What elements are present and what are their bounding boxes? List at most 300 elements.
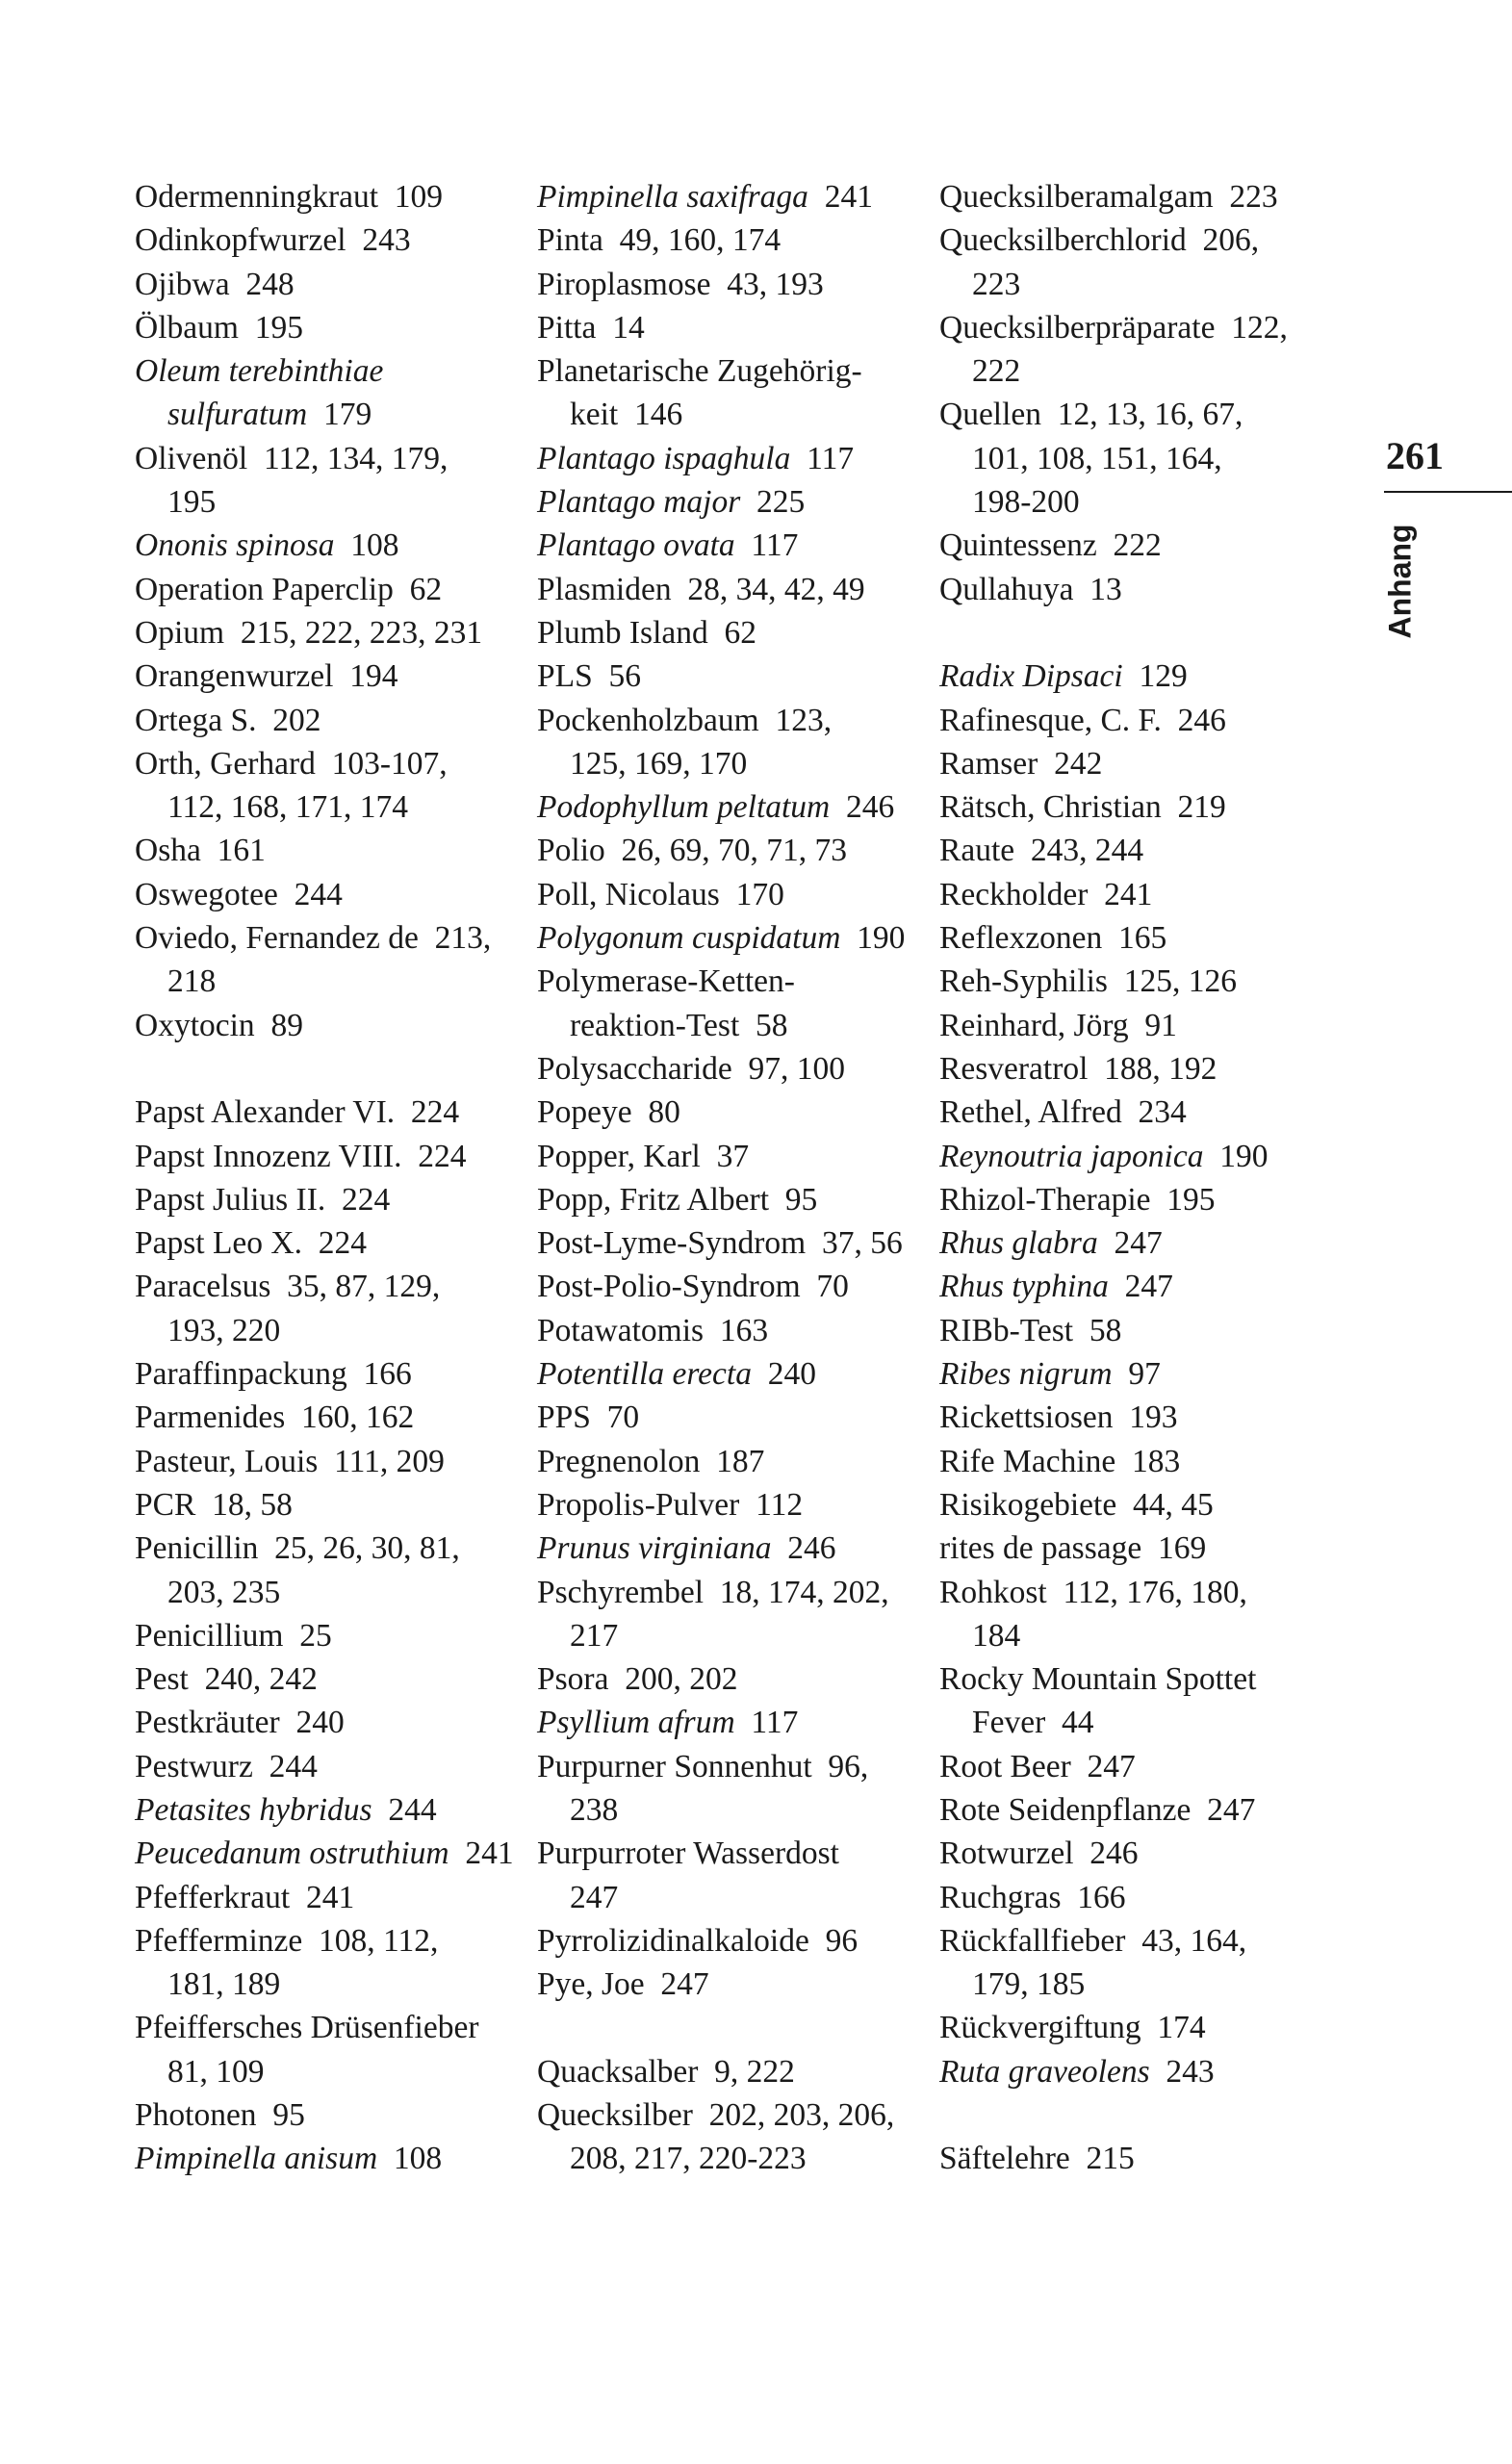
index-term: Operation Paperclip: [135, 571, 394, 607]
index-term: Papst Julius II.: [135, 1181, 326, 1218]
page-refs: 190: [1219, 1138, 1269, 1174]
page-refs: 103-107,: [331, 745, 448, 782]
index-entry: [537, 306, 922, 349]
page-refs: 195: [254, 309, 303, 346]
index-term: Polysaccharide: [537, 1050, 732, 1087]
index-term: Rohkost: [939, 1574, 1047, 1610]
index-term: Pfefferminze: [135, 1922, 303, 1959]
index-entry: [939, 2006, 1324, 2049]
index-term: Psyllium afrum: [537, 1705, 735, 1741]
page-refs: 56: [608, 658, 641, 695]
index-term: Pitta: [537, 309, 597, 346]
page-refs: 70: [816, 1269, 849, 1305]
page-refs: 112, 176, 180,: [1063, 1574, 1247, 1610]
page-refs: 122,: [1231, 309, 1288, 346]
index-entry: [939, 306, 1324, 394]
index-entry: [135, 611, 520, 654]
index-term: Pimpinella saxifraga: [537, 179, 808, 215]
index-term: Qullahuya: [939, 571, 1074, 607]
page-refs-continued: 217: [570, 1617, 619, 1654]
index-entry: [135, 829, 520, 872]
page-refs: 174: [1157, 2010, 1206, 2046]
section-label: Anhang: [1382, 524, 1418, 639]
page-refs: 242: [1054, 745, 1103, 782]
page-refs: 146: [633, 397, 683, 433]
index-entry: [537, 1657, 922, 1701]
page-refs: 97, 100: [748, 1050, 846, 1087]
page-refs: 225: [756, 484, 806, 521]
index-entry: [939, 1352, 1324, 1396]
page-refs: 243: [1166, 2053, 1215, 2090]
index-term: Pfefferkraut: [135, 1879, 291, 1915]
index-entry: [939, 1919, 1324, 2007]
index-term-continued: sulfuratum: [167, 397, 308, 433]
index-entry: [135, 742, 520, 830]
page-refs-continued: 81, 109: [167, 2053, 265, 2090]
page-refs: 9, 222: [714, 2053, 795, 2090]
index-entry: [537, 1701, 922, 1744]
index-term: Reynoutria japonica: [939, 1138, 1204, 1174]
page-refs: 80: [648, 1094, 680, 1131]
page-refs: 240: [295, 1705, 345, 1741]
index-term: Pfeiffersches Drüsenfieber: [135, 2010, 479, 2046]
index-entry: [135, 1657, 520, 1701]
index-entry: [135, 1396, 520, 1439]
index-term: Post-Lyme-Syndrom: [537, 1225, 807, 1262]
index-entry: [939, 1004, 1324, 1047]
index-term: Plantago major: [537, 484, 741, 521]
index-term: Prunus virginiana: [537, 1530, 772, 1567]
index-entry: [135, 1483, 520, 1527]
index-entry: [939, 1047, 1324, 1091]
index-term: Pyrrolizidinalkaloide: [537, 1922, 809, 1959]
index-term: Odermenningkraut: [135, 179, 379, 215]
page-refs: 28, 34, 42, 49: [687, 571, 865, 607]
index-term: Rocky Mountain Spottet: [939, 1661, 1257, 1698]
index-term: Oviedo, Fernandez de: [135, 920, 419, 957]
index-entry: [537, 1832, 922, 1919]
index-term: Quintessenz: [939, 527, 1097, 564]
index-entry: [939, 654, 1324, 698]
index-term: Ojibwa: [135, 266, 230, 302]
page-refs: 206,: [1202, 222, 1260, 259]
page-refs-continued: 238: [570, 1791, 619, 1828]
index-entry: [135, 218, 520, 262]
index-entry: [939, 1745, 1324, 1788]
page-refs-continued: 247: [570, 1879, 619, 1915]
index-term: Plasmiden: [537, 571, 672, 607]
page-refs: 224: [341, 1181, 391, 1218]
index-term: Säftelehre: [939, 2141, 1070, 2177]
index-term: Podophyllum peltatum: [537, 789, 831, 826]
index-term: Rhus typhina: [939, 1269, 1109, 1305]
page-refs: 246: [1177, 702, 1226, 738]
index-term: Oswegotee: [135, 876, 278, 912]
page-refs: 58: [1089, 1312, 1122, 1348]
page-refs: 112, 134, 179,: [263, 440, 448, 476]
index-term: Pestkräuter: [135, 1705, 280, 1741]
index-term: Pimpinella anisum: [135, 2141, 378, 2177]
index-entry: [939, 1265, 1324, 1308]
page-refs: 188, 192: [1104, 1050, 1217, 1087]
index-entry: [939, 873, 1324, 916]
index-entry: [135, 1876, 520, 1919]
index-term: Rätsch, Christian: [939, 789, 1162, 826]
index-entry: [537, 1571, 922, 1658]
page-refs: 246: [846, 789, 895, 826]
index-term: Photonen: [135, 2097, 257, 2134]
index-term: Oleum terebinthiae: [135, 353, 384, 390]
page-refs: 244: [269, 1748, 318, 1784]
page-refs: 35, 87, 129,: [287, 1269, 441, 1305]
index-entry: [537, 175, 922, 218]
index-term: Odinkopfwurzel: [135, 222, 346, 259]
page-refs: 161: [217, 833, 266, 869]
index-term: Rethel, Alfred: [939, 1094, 1122, 1131]
index-entry: [939, 1832, 1324, 1875]
page-refs: 247: [1124, 1269, 1173, 1305]
index-entry: [135, 916, 520, 1004]
index-term: Reinhard, Jörg: [939, 1007, 1129, 1043]
page-refs: 234: [1138, 1094, 1187, 1131]
page-refs: 166: [1077, 1879, 1126, 1915]
index-term: Post-Polio-Syndrom: [537, 1269, 801, 1305]
page-refs: 58: [756, 1007, 788, 1043]
page-refs: 117: [751, 527, 799, 564]
index-term: Polygonum cuspidatum: [537, 920, 841, 957]
index-entry: [135, 568, 520, 611]
index-entry: [135, 1701, 520, 1744]
term-continued-line: [537, 1004, 922, 1047]
index-term: Root Beer: [939, 1748, 1071, 1784]
index-entry: [537, 263, 922, 306]
index-entry: [135, 2093, 520, 2137]
index-entry: [537, 2050, 922, 2093]
index-term: Papst Leo X.: [135, 1225, 302, 1262]
page-refs: 89: [270, 1007, 303, 1043]
index-term: Penicillium: [135, 1617, 284, 1654]
page-refs: 241: [1104, 876, 1153, 912]
index-entry: [537, 349, 922, 437]
page-refs: 194: [349, 658, 398, 695]
page-refs-continued: 195: [167, 484, 217, 521]
index-entry: [537, 1135, 922, 1178]
page-refs: 223: [1229, 179, 1278, 215]
index-entry: [939, 1135, 1324, 1178]
index-term: Pestwurz: [135, 1748, 253, 1784]
index-entry: [537, 873, 922, 916]
index-entry: [537, 1440, 922, 1483]
page-refs: 112: [756, 1486, 804, 1523]
page-refs: 187: [716, 1443, 765, 1479]
page-refs: 95: [272, 2097, 305, 2134]
index-entry: [135, 349, 520, 437]
index-entry: [135, 1004, 520, 1047]
index-term-continued: keit: [570, 397, 619, 433]
page-refs: 241: [465, 1835, 514, 1872]
index-term: Rife Machine: [939, 1443, 1116, 1479]
page-refs-continued: 101, 108, 151, 164,: [972, 440, 1222, 476]
index-term: Quecksilberchlorid: [939, 222, 1187, 259]
page-refs-continued: 198-200: [972, 484, 1080, 521]
index-entry: [537, 611, 922, 654]
page-number-rule: [1384, 491, 1512, 493]
page-refs: 190: [857, 920, 906, 957]
index-entry: [135, 1788, 520, 1832]
index-entry: [537, 480, 922, 524]
index-term: Pschyrembel: [537, 1574, 705, 1610]
index-entry: [135, 1265, 520, 1352]
index-term: Pinta: [537, 222, 603, 259]
index-entry: [939, 829, 1324, 872]
index-term: Rotwurzel: [939, 1835, 1074, 1872]
index-term: Resveratrol: [939, 1050, 1089, 1087]
index-entry: [537, 654, 922, 698]
index-term: Ölbaum: [135, 309, 239, 346]
index-entry: [135, 1745, 520, 1788]
page-refs: 246: [787, 1530, 836, 1567]
page-refs: 183: [1132, 1443, 1181, 1479]
letter-group-gap: [939, 611, 1324, 654]
page-refs: 244: [294, 876, 343, 912]
page-refs-continued: 125, 169, 170: [570, 745, 748, 782]
index-entry: [939, 1483, 1324, 1527]
page-refs: 129: [1139, 658, 1188, 695]
index-term: Osha: [135, 833, 201, 869]
page-refs: 248: [245, 266, 295, 302]
index-term-continued: Fever: [972, 1705, 1046, 1741]
index-term: Orangenwurzel: [135, 658, 334, 695]
page-refs: 62: [409, 571, 443, 607]
index-term: Paracelsus: [135, 1269, 271, 1305]
page-refs: 109: [394, 179, 444, 215]
index-term: Papst Alexander VI.: [135, 1094, 396, 1131]
index-entry: [939, 218, 1324, 306]
index-entry: [537, 524, 922, 567]
index-entry: [537, 1178, 922, 1221]
index-term: Pasteur, Louis: [135, 1443, 319, 1479]
index-term: Popper, Karl: [537, 1138, 701, 1174]
index-entry: [939, 1178, 1324, 1221]
index-entry: [537, 1396, 922, 1439]
page-refs: 247: [1114, 1225, 1163, 1262]
index-term: Quecksilberamalgam: [939, 179, 1214, 215]
page-refs: 43, 193: [727, 266, 824, 302]
page-refs: 95: [784, 1181, 818, 1218]
index-entry: [135, 1527, 520, 1614]
index-term: Poll, Nicolaus: [537, 876, 720, 912]
index-column-3: [939, 175, 1324, 2181]
index-entry: [537, 1265, 922, 1308]
page-refs: 240: [767, 1356, 816, 1393]
index-entry: [135, 175, 520, 218]
index-entry: [135, 1440, 520, 1483]
index-term: Pest: [135, 1661, 189, 1698]
index-entry: [537, 218, 922, 262]
index-column-1: [135, 175, 520, 2181]
index-term: Ruchgras: [939, 1879, 1062, 1915]
page-refs: 70: [606, 1399, 640, 1436]
index-term: Rückfallfieber: [939, 1922, 1126, 1959]
page-refs: 13: [1089, 571, 1122, 607]
index-term: Planetarische Zugehörig-: [537, 353, 862, 390]
index-entry: [135, 437, 520, 525]
index-entry: [939, 1440, 1324, 1483]
index-entry: [135, 1178, 520, 1221]
index-term: Risikogebiete: [939, 1486, 1117, 1523]
page-refs-continued: 218: [167, 963, 217, 1000]
index-entry: [537, 785, 922, 829]
index-term: Reh-Syphilis: [939, 963, 1108, 1000]
index-column-2: [537, 175, 922, 2181]
index-entry: [537, 1527, 922, 1570]
page-refs: 12, 13, 16, 67,: [1057, 397, 1243, 433]
page-refs: 108, 112,: [319, 1922, 439, 1959]
index-term: Purpurner Sonnenhut: [537, 1748, 812, 1784]
index-entry: [135, 1221, 520, 1265]
index-term: Plantago ispaghula: [537, 440, 791, 476]
index-entry: [537, 1047, 922, 1091]
index-term: Rhizol-Therapie: [939, 1181, 1151, 1218]
page-refs-continued: 208, 217, 220-223: [570, 2141, 807, 2177]
page-refs: 213,: [434, 920, 492, 957]
page-refs: 25: [299, 1617, 332, 1654]
term-continued-line: [939, 1701, 1324, 1744]
page-refs: 243, 244: [1030, 833, 1144, 869]
page-refs: 62: [724, 614, 756, 651]
page-refs: 244: [388, 1791, 437, 1828]
page-refs: 123,: [775, 702, 833, 738]
index-entry: [537, 1309, 922, 1352]
page-refs: 108: [393, 2141, 443, 2177]
index-entry: [537, 1483, 922, 1527]
page-refs: 49, 160, 174: [619, 222, 782, 259]
page-refs: 200, 202: [625, 1661, 738, 1698]
index-term: Polymerase-Ketten-: [537, 963, 795, 1000]
index-term: Potawatomis: [537, 1312, 705, 1348]
page-refs: 243: [362, 222, 411, 259]
page-refs: 26, 69, 70, 71, 73: [621, 833, 847, 869]
index-entry: [939, 1221, 1324, 1265]
index-term: Paraffinpackung: [135, 1356, 347, 1393]
page-refs: 18, 174, 202,: [719, 1574, 889, 1610]
index-term: Rote Seidenpflanze: [939, 1791, 1192, 1828]
index-term: Quellen: [939, 397, 1042, 433]
term-continued-line: [537, 393, 922, 436]
index-entry: [939, 1571, 1324, 1658]
index-term: Plumb Island: [537, 614, 708, 651]
index-entry: [135, 263, 520, 306]
letter-group-gap: [537, 2006, 922, 2049]
index-term: Reflexzonen: [939, 920, 1103, 957]
index-term: Plantago ovata: [537, 527, 735, 564]
index-entry: [939, 1091, 1324, 1134]
page-refs: 215: [1086, 2141, 1135, 2177]
index-entry: [537, 916, 922, 960]
page-refs: 108: [350, 527, 399, 564]
page-refs: 14: [612, 309, 645, 346]
page-refs: 44: [1062, 1705, 1094, 1741]
index-term: Olivenöl: [135, 440, 248, 476]
page-number: 261: [1386, 434, 1444, 477]
index-entry: [135, 873, 520, 916]
index-term: PPS: [537, 1399, 591, 1436]
index-term: Rückvergiftung: [939, 2010, 1141, 2046]
index-term: Quacksalber: [537, 2053, 699, 2090]
index-entry: [537, 437, 922, 480]
page-refs: 163: [719, 1312, 769, 1348]
index-term: PLS: [537, 658, 593, 695]
index-entry: [537, 699, 922, 786]
page-refs: 247: [660, 1966, 709, 2003]
page-refs-continued: 223: [972, 266, 1021, 302]
page-refs: 224: [410, 1094, 460, 1131]
index-entry: [939, 960, 1324, 1003]
index-term: Rafinesque, C. F.: [939, 702, 1162, 738]
index-term: Papst Innozenz VIII.: [135, 1138, 402, 1174]
page-refs: 224: [318, 1225, 367, 1262]
index-entry: [537, 1352, 922, 1396]
index-term: Propolis-Pulver: [537, 1486, 740, 1523]
page-refs: 240, 242: [204, 1661, 318, 1698]
page-refs-continued: 222: [972, 353, 1021, 390]
index-entry: [537, 829, 922, 872]
index-entry: [135, 2006, 520, 2093]
index-entry: [135, 1919, 520, 2007]
index-entry: [939, 742, 1324, 785]
index-term: Ononis spinosa: [135, 527, 335, 564]
letter-group-gap: [939, 2093, 1324, 2137]
page-refs: 222: [1113, 527, 1162, 564]
page-refs: 215, 222, 223, 231: [240, 614, 483, 651]
index-entry: [939, 2050, 1324, 2093]
index-entry: [135, 1352, 520, 1396]
index-entry: [135, 1135, 520, 1178]
page-refs: 125, 126: [1123, 963, 1237, 1000]
page-refs: 170: [735, 876, 784, 912]
page-refs: 96,: [828, 1748, 869, 1784]
index-entry: [939, 1309, 1324, 1352]
index-entry: [135, 2137, 520, 2180]
index-entry: [135, 654, 520, 698]
index-term: RIBb-Test: [939, 1312, 1074, 1348]
index-entry: [537, 1963, 922, 2006]
page-refs-continued: 179, 185: [972, 1966, 1086, 2003]
index-entry: [939, 175, 1324, 218]
index-term: rites de passage: [939, 1530, 1142, 1567]
index-entry: [939, 1657, 1324, 1745]
page-refs: 202: [272, 702, 321, 738]
index-term: PCR: [135, 1486, 196, 1523]
index-term: Peucedanum ostruthium: [135, 1835, 449, 1872]
index-term: Polio: [537, 833, 605, 869]
index-term: Reckholder: [939, 876, 1089, 912]
index-term: Pockenholzbaum: [537, 702, 759, 738]
page-refs: 219: [1177, 789, 1226, 826]
index-term: Penicillin: [135, 1530, 259, 1567]
term-continued-line: [135, 393, 520, 436]
page-refs-continued: 193, 220: [167, 1312, 281, 1348]
page-refs-continued: 112, 168, 171, 174: [167, 789, 409, 826]
index-term: Rhus glabra: [939, 1225, 1098, 1262]
index-entry: [537, 2093, 922, 2181]
index-entry: [939, 916, 1324, 960]
index-entry: [537, 568, 922, 611]
page-refs: 179: [322, 397, 372, 433]
index-entry: [939, 524, 1324, 567]
index-term: Potentilla erecta: [537, 1356, 752, 1393]
index-term: Pye, Joe: [537, 1966, 645, 2003]
